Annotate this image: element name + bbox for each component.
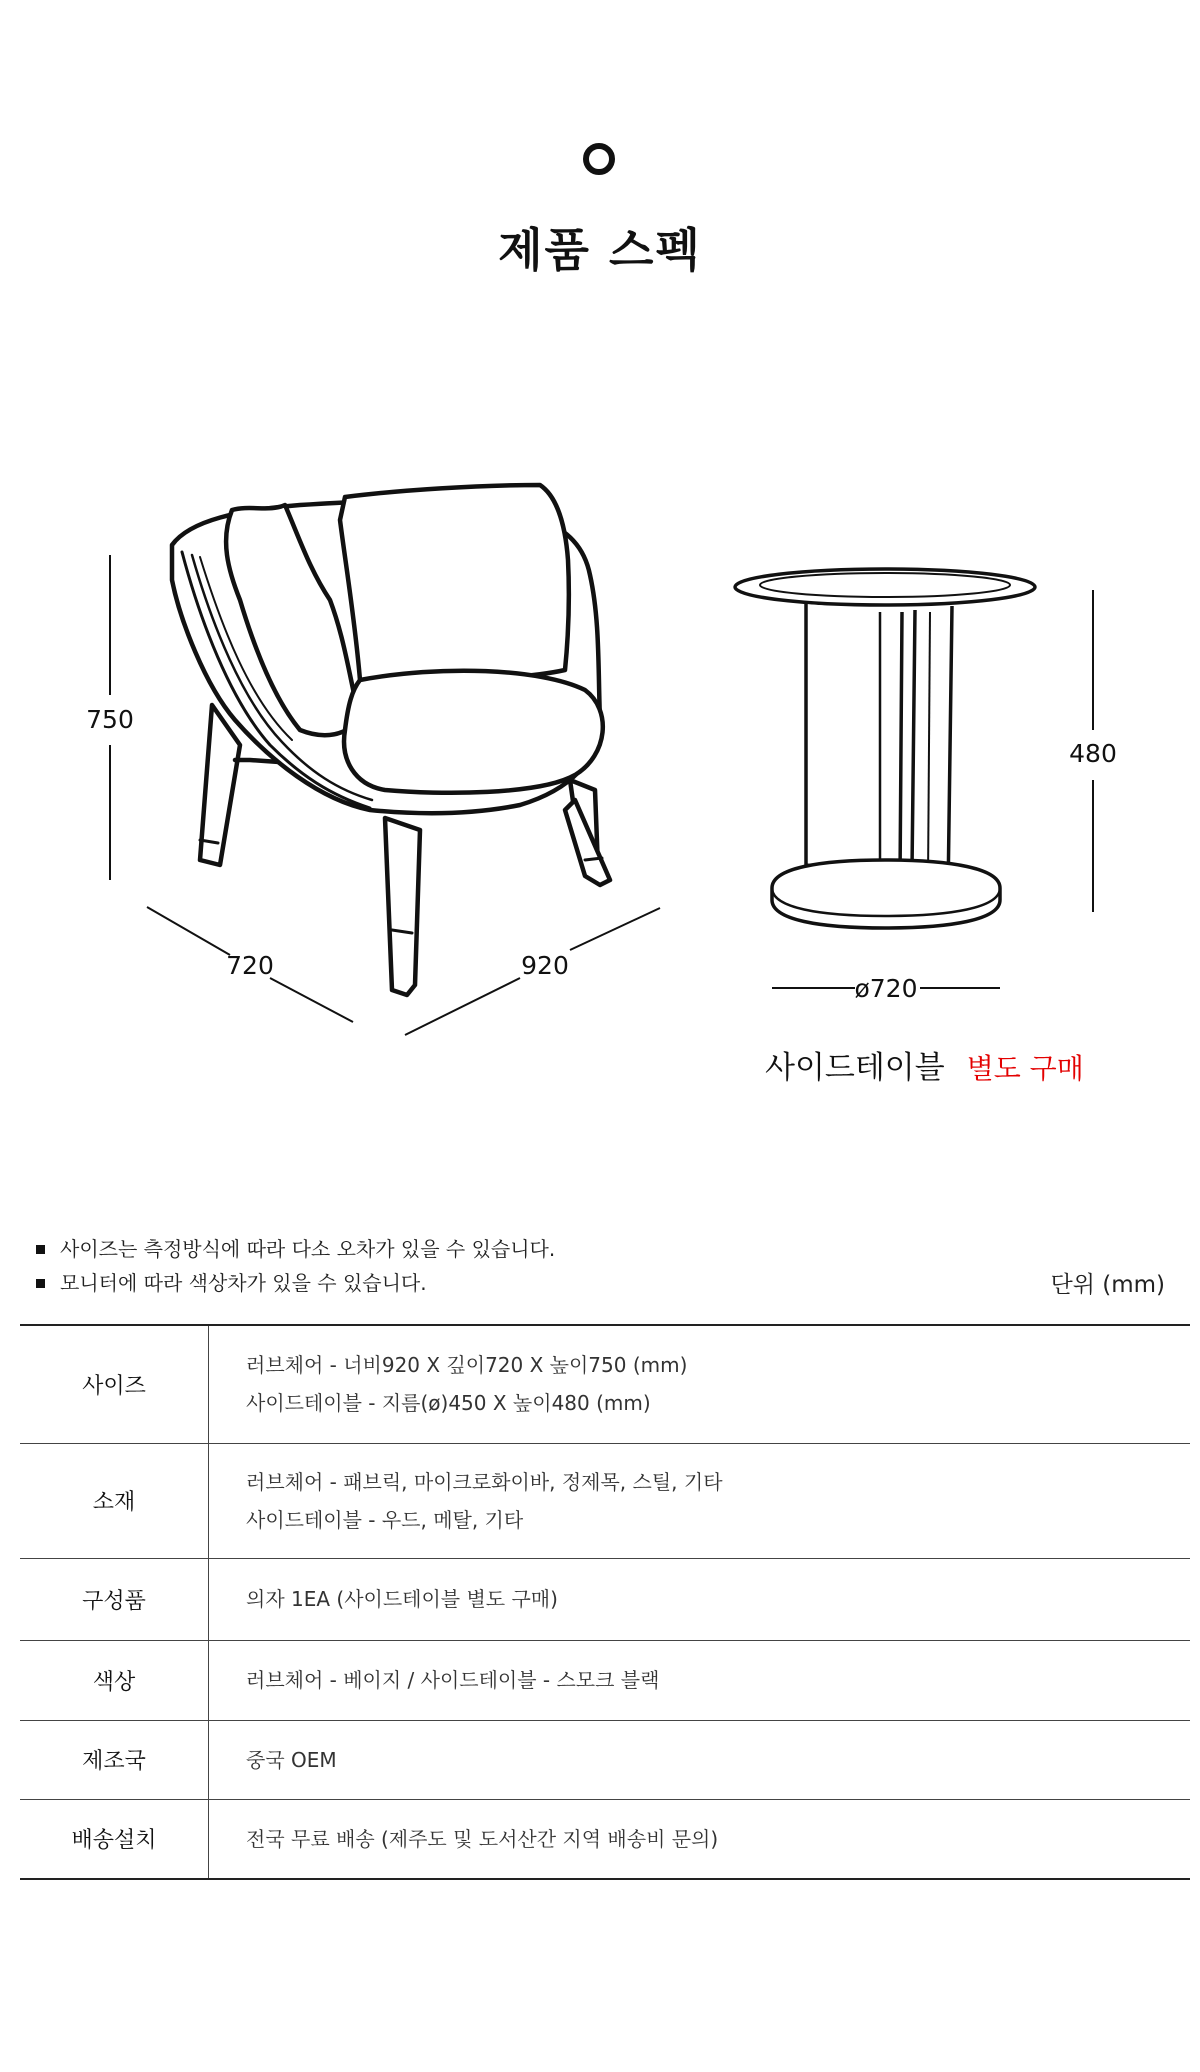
- spec-table: [20, 1324, 1190, 1880]
- spec-label: 사이즈: [20, 1325, 209, 1443]
- spec-label: 색상: [20, 1640, 209, 1720]
- spec-row-color: [20, 1640, 1190, 1720]
- notes-list: [36, 1232, 555, 1300]
- spec-value: [209, 1720, 1191, 1799]
- dim-chair-depth: 720: [226, 951, 274, 980]
- dim-table-height: 480: [1069, 739, 1117, 768]
- spec-label: 소재: [20, 1443, 209, 1558]
- side-table-illustration: [735, 569, 1035, 928]
- spec-line: 사이드테이블 - 우드, 메탈, 기타: [246, 1507, 524, 1532]
- spec-row-components: [20, 1558, 1190, 1640]
- spec-value: [209, 1325, 1191, 1443]
- spec-row-size: [20, 1325, 1190, 1443]
- spec-label: 구성품: [20, 1558, 209, 1640]
- spec-line: 사이드테이블 - 지름(ø)450 X 높이480 (mm): [246, 1391, 651, 1416]
- spec-label: 배송설치: [20, 1799, 209, 1879]
- page-title: 제품 스펙: [498, 223, 702, 277]
- spec-value: [209, 1443, 1191, 1558]
- spec-value: [209, 1799, 1191, 1879]
- spec-line: 러브체어 - 패브릭, 마이크로화이바, 정제목, 스틸, 기타: [246, 1469, 723, 1494]
- armchair-illustration: [172, 485, 610, 995]
- spec-line: 러브체어 - 베이지 / 사이드테이블 - 스모크 블랙: [246, 1668, 660, 1692]
- spec-value: [209, 1558, 1191, 1640]
- spec-line: 러브체어 - 너비920 X 깊이720 X 높이750 (mm): [246, 1353, 688, 1378]
- unit-label: 단위 (mm): [1050, 1272, 1165, 1298]
- spec-line: 의자 1EA (사이드테이블 별도 구매): [246, 1587, 558, 1611]
- spec-label: 제조국: [20, 1720, 209, 1799]
- spec-row-origin: [20, 1720, 1190, 1799]
- spec-line: 중국 OEM: [246, 1747, 337, 1772]
- dim-table-diameter: ø720: [854, 974, 918, 1003]
- spec-value: [209, 1640, 1191, 1720]
- note-item: 사이즈는 측정방식에 따라 다소 오차가 있을 수 있습니다.: [36, 1232, 555, 1266]
- spec-row-delivery: [20, 1799, 1190, 1879]
- dim-chair-height: 750: [86, 705, 134, 734]
- spec-row-material: [20, 1443, 1190, 1558]
- dim-chair-width: 920: [521, 951, 569, 980]
- side-table-caption: [765, 1042, 1084, 1087]
- note-item: 모니터에 따라 색상차가 있을 수 있습니다.: [36, 1266, 555, 1300]
- spec-line: 전국 무료 배송 (제주도 및 도서산간 지역 배송비 문의): [246, 1826, 719, 1851]
- side-table-name: 사이드테이블: [765, 1050, 945, 1086]
- sold-separately-note: 별도 구매: [966, 1052, 1084, 1085]
